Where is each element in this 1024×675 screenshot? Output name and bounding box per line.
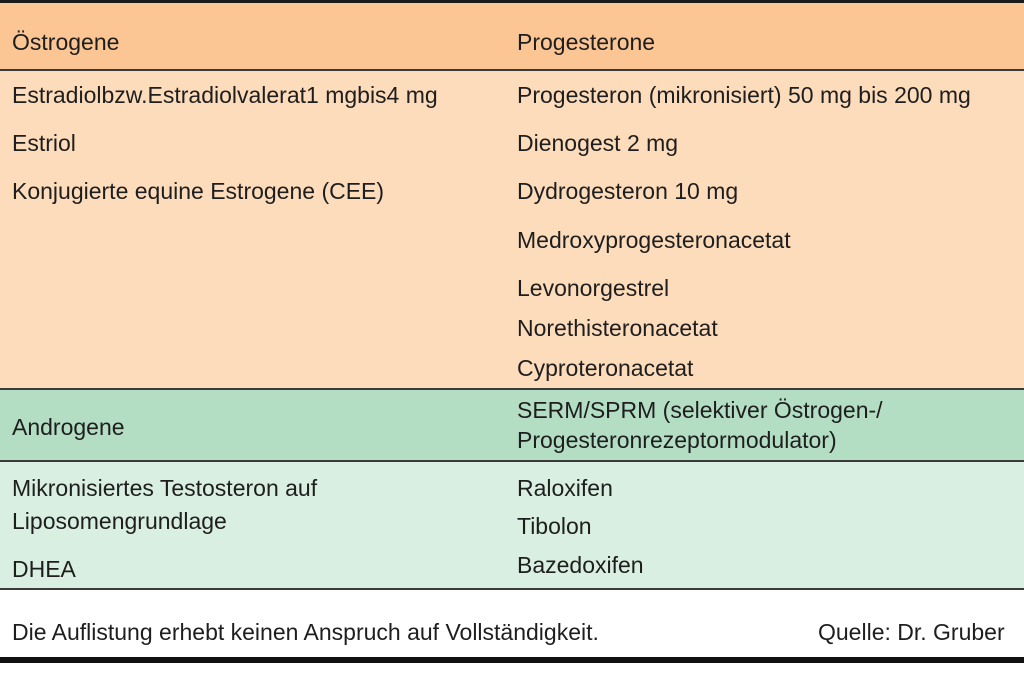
section-androgene-serm — [0, 462, 1024, 588]
list-item-progesteron: Medroxyprogesteronacetat — [517, 227, 791, 253]
list-item-oestrogen: Konjugierte equine Estrogene (CEE) — [12, 178, 385, 204]
list-item-oestrogen: Estradiolbzw.Estradiolvalerat1 mgbis4 mg — [12, 82, 438, 108]
list-item-progesteron: Norethisteronacetat — [517, 315, 718, 341]
source-credit: Quelle: Dr. Gruber — [818, 619, 1005, 645]
header-androgene: Androgene — [12, 414, 125, 440]
list-item-progesteron: Dydrogesteron 10 mg — [517, 178, 739, 204]
header-serm-line1: SERM/SPRM (selektiver Östrogen-/ — [517, 397, 883, 423]
list-item-oestrogen: Estriol — [12, 130, 76, 156]
list-item-progesteron: Dienogest 2 mg — [517, 130, 679, 156]
header-androgene-serm — [0, 390, 1024, 460]
list-item-serm: Raloxifen — [517, 475, 613, 501]
list-item-progesteron: Progesteron (mikronisiert) 50 mg bis 200 mg — [517, 82, 971, 108]
footnote: Die Auflistung erhebt keinen Anspruch auf Vollständigkeit. — [12, 619, 599, 645]
list-item-progesteron: Levonorgestrel — [517, 275, 670, 301]
header-serm-line2: Progesteronrezeptormodulator) — [517, 427, 837, 453]
table-footer — [0, 590, 1024, 658]
header-oestrogene: Östrogene — [12, 29, 120, 55]
table-bottom-rule — [0, 657, 1024, 663]
list-item-androgen-line2: Liposomengrundlage — [12, 508, 227, 534]
list-item-progesteron: Cyproteronacetat — [517, 355, 694, 381]
list-item-serm: Tibolon — [517, 513, 592, 539]
header-progesterone: Progesterone — [517, 29, 656, 55]
list-item-androgen-line1: Mikronisiertes Testosteron auf — [12, 475, 318, 501]
header-oestrogene-progesterone — [0, 3, 1024, 69]
list-item-androgen: DHEA — [12, 556, 76, 582]
list-item-serm: Bazedoxifen — [517, 552, 644, 578]
section-oestrogene-progesterone — [0, 71, 1024, 388]
